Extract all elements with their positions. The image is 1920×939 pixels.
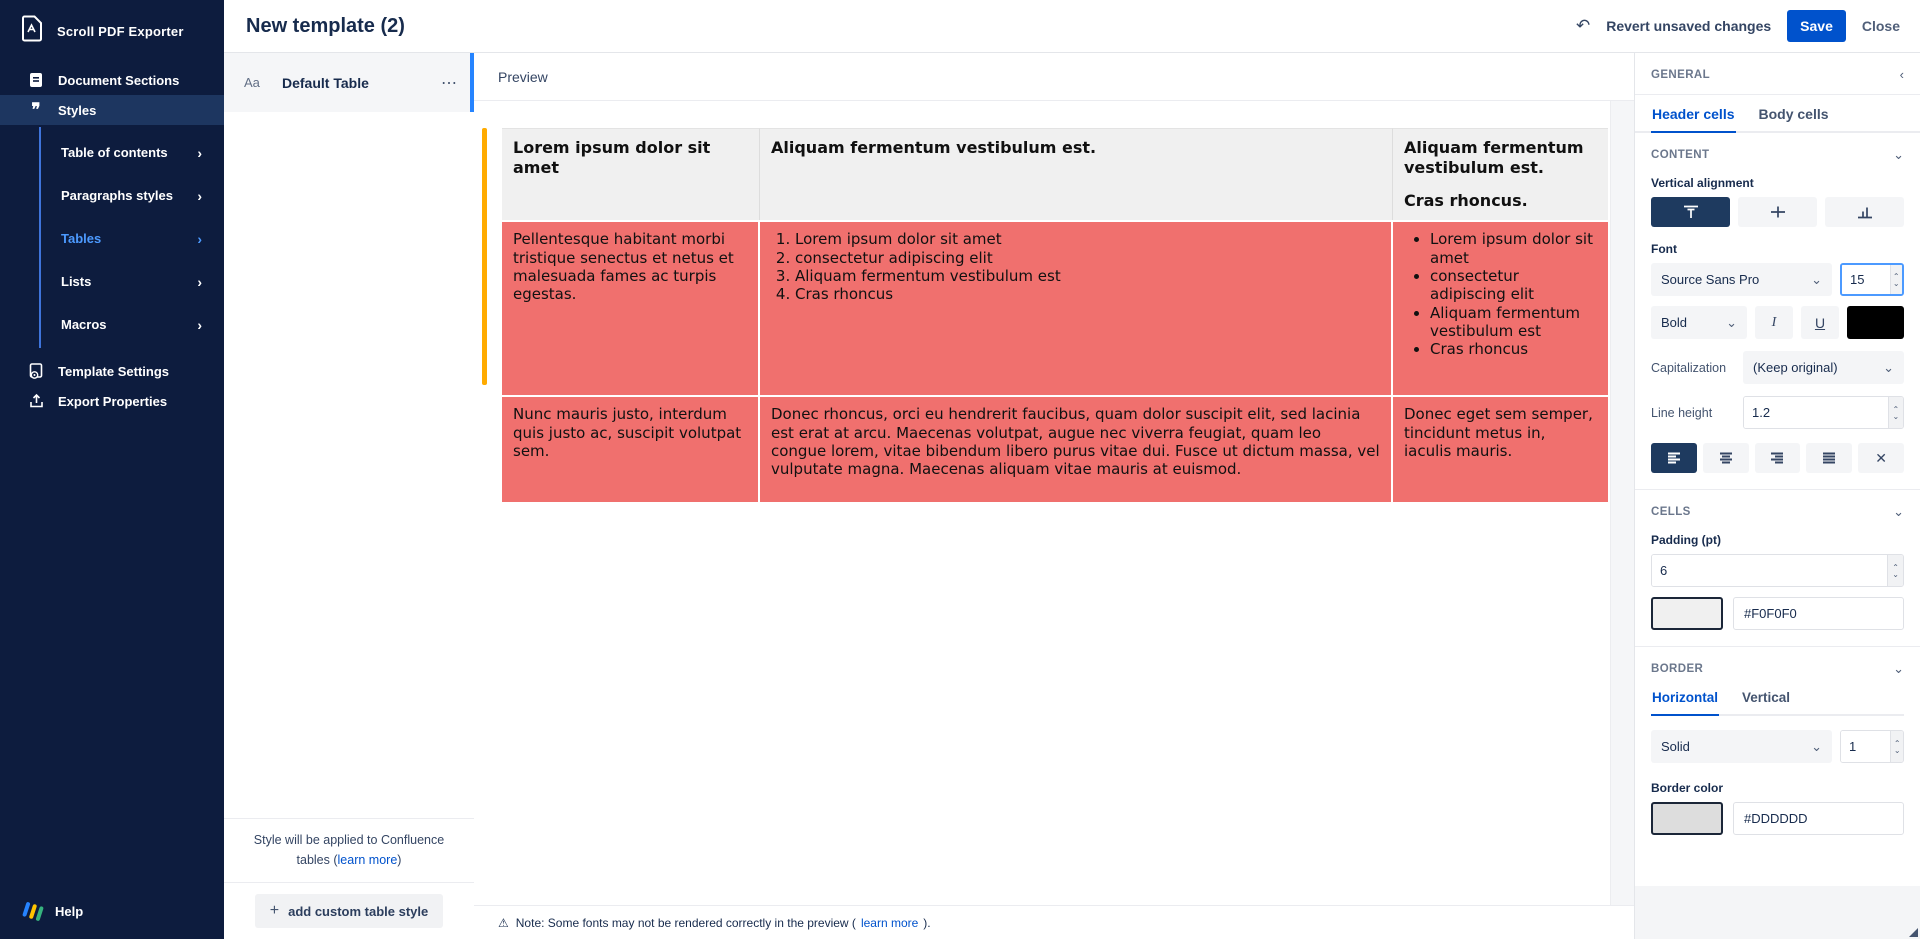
align-center-button[interactable] — [1703, 443, 1749, 473]
padding-label: Padding (pt) — [1651, 533, 1721, 547]
sidebar-nav — [0, 65, 224, 416]
app-logo-icon — [20, 15, 44, 47]
sidebar-item-label: Help — [55, 903, 84, 919]
table-cell: Pellentesque habitant morbi tristique senectus et netus et malesuada fames ac turpis egestas. — [502, 220, 760, 395]
align-left-icon — [1666, 452, 1682, 464]
chevron-down-icon[interactable]: ⌄ — [1893, 504, 1904, 519]
styles-quotes-icon: ❞ — [31, 100, 41, 119]
align-right-icon — [1769, 452, 1785, 464]
table-cell — [1393, 220, 1608, 395]
chevron-right-icon: › — [197, 230, 202, 247]
app-name: Scroll PDF Exporter — [57, 23, 184, 39]
sidebar-item-export-properties[interactable] — [0, 386, 224, 416]
capitalization-select[interactable]: (Keep original) ⌄ — [1743, 351, 1904, 384]
undo-icon[interactable]: ↶ — [1575, 16, 1591, 35]
sidebar-item-label: Document Sections — [58, 72, 180, 88]
stepper-icon[interactable]: ⌃ ⌄ — [1890, 265, 1902, 294]
preview-note: ⚠ Note: Some fonts may not be rendered correctly in the preview ( learn more ). — [474, 905, 1634, 939]
border-color-label: Border color — [1651, 781, 1724, 795]
align-middle-icon — [1769, 205, 1787, 219]
add-custom-table-style-button[interactable]: + add custom table style — [255, 894, 444, 928]
padding-input[interactable] — [1652, 555, 1887, 586]
export-upload-icon — [27, 393, 45, 409]
learn-more-link[interactable]: learn more — [337, 852, 398, 867]
font-size-field — [1840, 263, 1904, 296]
border-direction-tabs — [1651, 686, 1904, 716]
tab-border-vertical[interactable]: Vertical — [1742, 690, 1791, 705]
table-row — [502, 220, 1608, 395]
font-family-select[interactable]: Source Sans Pro ⌄ — [1651, 263, 1832, 296]
page-title: New template (2) — [246, 14, 405, 37]
stepper-icon[interactable]: ⌃ ⌄ — [1888, 397, 1903, 428]
valign-top-button[interactable] — [1651, 197, 1730, 227]
sidebar-item-label: Export Properties — [58, 393, 168, 409]
capitalization-label: Capitalization — [1651, 360, 1727, 375]
more-menu-icon[interactable]: ⋯ — [441, 74, 458, 92]
chevron-down-icon: ⌄ — [1811, 739, 1822, 754]
styles-submenu — [0, 125, 224, 356]
preview-table — [502, 128, 1608, 502]
align-justify-button[interactable] — [1806, 443, 1852, 473]
line-height-field — [1743, 396, 1904, 429]
table-header-cell: Aliquam fermentum vestibulum est. Cras rhoncus. — [1393, 128, 1608, 220]
table-header-cell: Lorem ipsum dolor sit amet — [502, 128, 760, 220]
close-button[interactable]: Close — [1861, 18, 1900, 34]
style-list-item-default-table[interactable] — [224, 53, 474, 112]
border-section-title: BORDER — [1651, 662, 1704, 675]
tab-border-horizontal[interactable]: Horizontal — [1651, 686, 1719, 716]
border-width-field — [1840, 730, 1904, 763]
cells-section-title: CELLS — [1651, 505, 1691, 518]
table-cell: Nunc mauris justo, interdum quis justo ac, suscipit volutpat sem. — [502, 395, 760, 502]
style-list-footer — [224, 818, 474, 939]
chevron-down-icon: ⌄ — [1726, 315, 1737, 330]
revert-unsaved-changes-button[interactable]: Revert unsaved changes — [1606, 18, 1772, 34]
sidebar-item-macros[interactable]: Macros › — [61, 316, 202, 333]
clear-icon: ✕ — [1875, 449, 1887, 466]
chevron-down-icon[interactable]: ⌄ — [1893, 661, 1904, 676]
app-logo-row[interactable] — [0, 0, 224, 65]
chevron-down-icon: ⌄ — [1883, 360, 1894, 375]
cells-section-header — [1635, 489, 1920, 529]
template-settings-icon — [27, 363, 45, 379]
sidebar-item-label: Template Settings — [58, 363, 170, 379]
document-sections-icon — [27, 72, 45, 88]
table-cell: Donec rhoncus, orci eu hendrerit faucibus, quam dolor suscipit elit, sed lacinia est erat at arcu. Maecenas volutpat, augue nec viverra feugiat, quam leo congue lorem, vitae bibendum libero purus vitae dui. Fusce ut dictum massa, vel vulputate magna. Maecenas aliquam vitae mauris at euismod. — [760, 395, 1393, 502]
chevron-down-icon: ⌄ — [1811, 272, 1822, 287]
collapse-panel-icon[interactable]: ‹ — [1899, 67, 1904, 82]
valign-middle-button[interactable] — [1738, 197, 1817, 227]
sidebar-item-table-of-contents[interactable]: Table of contents › — [61, 144, 202, 161]
table-header-cell: Aliquam fermentum vestibulum est. — [760, 128, 1393, 220]
sidebar-item-tables[interactable]: Tables › — [61, 230, 202, 247]
align-justify-icon — [1821, 452, 1837, 464]
font-weight-select[interactable]: Bold ⌄ — [1651, 306, 1747, 339]
modified-indicator-bar — [482, 128, 487, 385]
table-cell — [760, 220, 1393, 395]
resize-handle-icon[interactable] — [1909, 928, 1918, 937]
align-bottom-icon — [1856, 205, 1874, 219]
chevron-right-icon: › — [197, 273, 202, 290]
sidebar-item-document-sections[interactable] — [0, 65, 224, 95]
line-height-label: Line height — [1651, 405, 1713, 420]
align-top-icon — [1682, 205, 1700, 219]
apply-note: Style will be applied to Confluence tables (learn more) — [224, 818, 474, 882]
border-width-input[interactable] — [1841, 731, 1890, 762]
chevron-right-icon: › — [197, 144, 202, 161]
underline-button[interactable]: U — [1801, 306, 1839, 339]
sidebar-item-label: Styles — [58, 102, 97, 118]
border-color-hex-input[interactable] — [1733, 802, 1904, 835]
line-height-input[interactable] — [1744, 397, 1888, 428]
general-section-header — [1635, 53, 1920, 95]
chevron-right-icon: › — [197, 187, 202, 204]
preview-body — [474, 101, 1634, 857]
border-color-swatch[interactable] — [1651, 802, 1723, 835]
content-section-header — [1635, 133, 1920, 172]
cell-scope-tabs — [1635, 95, 1920, 133]
top-bar — [224, 0, 1920, 53]
sidebar-item-lists[interactable]: Lists › — [61, 273, 202, 290]
align-right-button[interactable] — [1755, 443, 1801, 473]
table-cell: Donec eget sem semper, tincidunt metus in, iaculis mauris. — [1393, 395, 1608, 502]
preview-title: Preview — [498, 68, 548, 85]
font-color-swatch[interactable] — [1847, 306, 1904, 339]
warning-icon: ⚠ — [498, 915, 509, 930]
stepper-icon[interactable]: ⌃ ⌄ — [1890, 731, 1903, 762]
style-list-panel — [224, 53, 474, 939]
font-label: Font — [1651, 242, 1677, 256]
sidebar-item-help[interactable] — [0, 893, 224, 929]
sidebar-item-styles[interactable] — [0, 95, 224, 125]
vertical-alignment-label: Vertical alignment — [1651, 176, 1754, 190]
save-button[interactable]: Save — [1787, 10, 1846, 42]
preview-learn-more-link[interactable]: learn more — [860, 915, 919, 930]
table-header-row — [502, 128, 1608, 220]
preview-panel — [474, 53, 1634, 939]
sidebar — [0, 0, 224, 939]
numbered-list: 1. Lorem ipsum dolor sit amet 2. consectetur adipiscing elit 3. Aliquam fermentum vestibulum est 4. Cras rhoncus — [771, 230, 1380, 303]
tab-header-cells[interactable]: Header cells — [1651, 95, 1736, 133]
tab-body-cells[interactable]: Body cells — [1758, 106, 1829, 122]
text-alignment-group — [1651, 443, 1904, 473]
stepper-icon[interactable]: ⌃ ⌄ — [1887, 555, 1903, 586]
vertical-alignment-group — [1651, 197, 1904, 227]
cell-background-swatch[interactable] — [1651, 597, 1723, 630]
chevron-down-icon[interactable]: ⌄ — [1893, 147, 1904, 162]
chevron-right-icon: › — [197, 316, 202, 333]
settings-panel — [1634, 53, 1920, 939]
help-icon — [22, 901, 44, 921]
sidebar-item-paragraphs-styles[interactable]: Paragraphs styles › — [61, 187, 202, 204]
font-size-input[interactable] — [1842, 265, 1890, 294]
content-section-title: CONTENT — [1651, 148, 1710, 161]
table-row — [502, 395, 1608, 502]
align-center-icon — [1718, 452, 1734, 464]
plus-icon: + — [269, 902, 280, 919]
valign-bottom-button[interactable] — [1825, 197, 1904, 227]
sidebar-item-template-settings[interactable] — [0, 356, 224, 386]
border-section-header — [1635, 646, 1920, 686]
padding-field — [1651, 554, 1904, 587]
italic-button[interactable]: I — [1755, 306, 1793, 339]
text-style-badge: Aa — [244, 75, 260, 90]
bullet-list: • Lorem ipsum dolor sit amet • consectetur adipiscing elit • Aliquam fermentum vestibulum est • Cras rhoncus — [1404, 230, 1597, 358]
style-name: Default Table — [282, 74, 369, 91]
cell-background-hex-input[interactable] — [1733, 597, 1904, 630]
preview-scrollbar-track[interactable] — [1610, 101, 1634, 939]
border-style-select[interactable]: Solid ⌄ — [1651, 730, 1832, 763]
align-left-button[interactable] — [1651, 443, 1697, 473]
align-none-button[interactable] — [1858, 443, 1904, 473]
general-section-title: GENERAL — [1651, 68, 1711, 81]
